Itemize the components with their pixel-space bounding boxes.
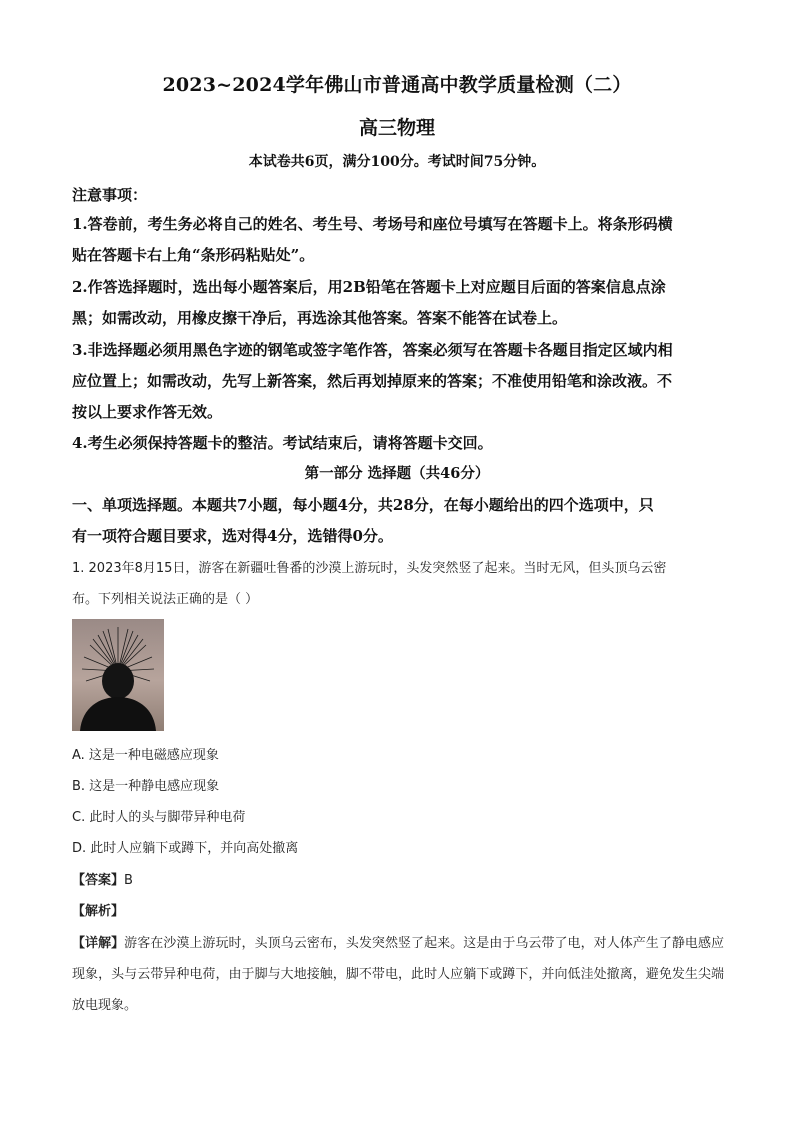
answer-label: 【答案】 <box>72 873 125 888</box>
answer-line <box>72 869 732 888</box>
notes-heading: 注意事项： <box>72 186 148 204</box>
note-2-line-1: 2.作答选择题时，选出每小题答案后，用2B铅笔在答题卡上对应题目后面的答案信息点涂 <box>72 278 666 296</box>
note-3-line-2: 应位置上；如需改动，先写上新答案，然后再划掉原来的答案；不准使用铅笔和涂改液。不 <box>72 372 673 390</box>
page-title: 2023~2024学年佛山市普通高中教学质量检测（二） <box>162 74 632 96</box>
section-1-line-2: 有一项符合题目要求，选对得4分，选错得0分。 <box>72 527 393 545</box>
note-4: 4.考生必须保持答题卡的整洁。考试结束后，请将答题卡交回。 <box>72 434 493 452</box>
note-1-line-2: 贴在答题卡右上角“条形码粘贴处”。 <box>72 246 315 264</box>
photo-illustration <box>72 619 164 731</box>
option-b: B. 这是一种静电感应现象 <box>72 779 220 794</box>
analysis-label: 【解析】 <box>72 904 125 919</box>
question-1-stem-line-2: 布。下列相关说法正确的是（ ） <box>72 592 259 607</box>
detail-label: 【详解】 <box>72 936 125 951</box>
standing-hair-photo <box>72 619 164 731</box>
option-c: C. 此时人的头与脚带异种电荷 <box>72 810 246 825</box>
note-2-line-2: 黑；如需改动，用橡皮擦干净后，再选涂其他答案。答案不能答在试卷上。 <box>72 309 568 327</box>
question-1-stem-line-1: 1. 2023年8月15日，游客在新疆吐鲁番的沙漠上游玩时，头发突然竖了起来。当时无风，但头顶乌云密 <box>72 561 667 576</box>
analysis-line <box>72 900 732 919</box>
note-3-line-1: 3.非选择题必须用黑色字迹的钢笔或签字笔作答，答案必须写在答题卡各题目指定区域内相 <box>72 341 673 359</box>
option-a: A. 这是一种电磁感应现象 <box>72 748 219 763</box>
option-d: D. 此时人应躺下或蹲下，并向高处撤离 <box>72 841 299 856</box>
section-1-line-1: 一、单项选择题。本题共7小题，每小题4分，共28分，在每小题给出的四个选项中，只 <box>72 496 654 514</box>
detail-text: 游客在沙漠上游玩时，头顶乌云密布，头发突然竖了起来。这是由于乌云带了电，对人体产生了静电感应现象，头与云带异种电荷，由于脚与大地接触，脚不带电，此时人应躺下或蹲下，并向低洼处撤离，避免发生尖端放电现象。 <box>72 936 724 1013</box>
subject-title: 高三物理 <box>358 117 435 139</box>
answer-value: B <box>124 873 133 888</box>
note-3-line-3: 按以上要求作答无效。 <box>72 403 223 421</box>
part-1-heading: 第一部分 选择题（共46分） <box>304 465 490 482</box>
exam-info: 本试卷共6页，满分100分。考试时间75分钟。 <box>248 154 546 170</box>
note-1-line-1: 1.答卷前，考生务必将自己的姓名、考生号、考场号和座位号填写在答题卡上。将条形码横 <box>72 215 673 233</box>
detail-paragraph <box>72 928 724 1021</box>
